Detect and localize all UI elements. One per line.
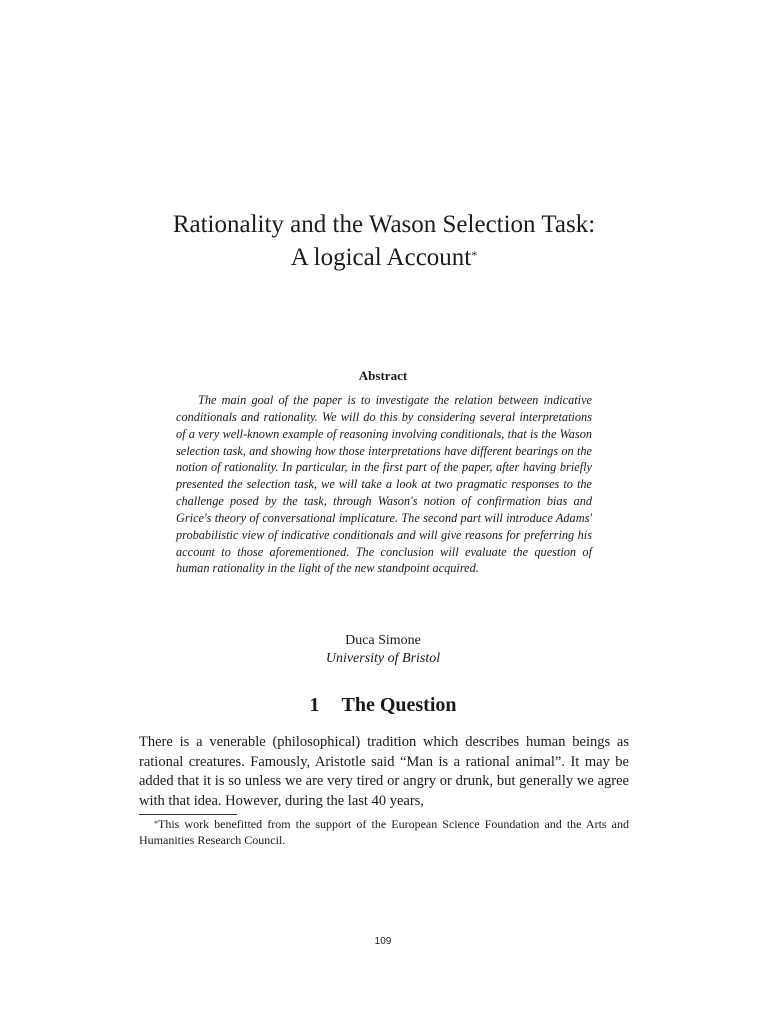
footnote (139, 816, 629, 848)
paper-title (0, 208, 768, 274)
page-number: 109 (374, 936, 392, 947)
title-footnote-mark: * (471, 248, 478, 262)
title-line-2 (0, 241, 768, 274)
body-paragraph: There is a venerable (philosophical) tradition which describes human beings as rational creatures. Famously, Aristotle said “Man is a rational animal”. It may be added that it is so unless we are very tired or angry or drunk, but generally we agree with that idea. However, during the last 40 years, (139, 734, 629, 809)
footnote-mark: * (154, 819, 158, 828)
footnote-divider (139, 814, 237, 815)
abstract-text: The main goal of the paper is to investigate the relation between indicative conditionals and rationality. We will do this by considering several interpretations of a very well-known example of reasoning involving conditionals, that is the Wason selection task, and showing how those interpretations have different bearings on the notion of rationality. In particular, in the first part of the paper, after having briefly presented the selection task, we will take a look at two pragmatic responses to the challenge posed by the task, through Wason's notion of confirmation bias and Grice's theory of conversational implicature. The second part will introduce Adams' probabilistic view of indicative conditionals and will give reasons for preferring his account to those aforementioned. The conclusion will evaluate the question of human rationality in the light of the new standpoint acquired. (176, 393, 592, 576)
footnote-text: This work benefitted from the support of the European Science Foundation and the Arts and Humanities Research Council. (139, 817, 629, 847)
section-title: The Question (341, 694, 457, 716)
section-heading (0, 692, 766, 718)
author-name: Duca Simone (345, 633, 421, 648)
abstract-heading: Abstract (358, 368, 408, 383)
section-number: 1 (309, 694, 320, 716)
title-line-2-text: A logical Account (290, 244, 472, 271)
author-affiliation: University of Bristol (325, 651, 441, 666)
title-line-1: Rationality and the Wason Selection Task: (172, 211, 596, 238)
